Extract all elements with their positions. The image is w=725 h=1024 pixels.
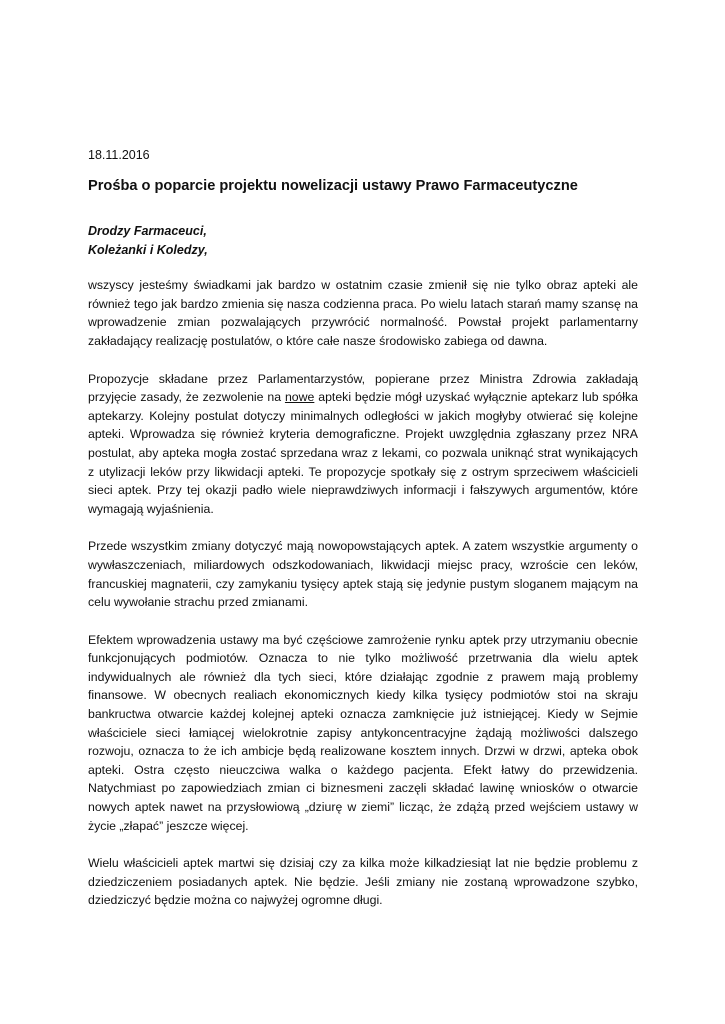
salutation	[88, 222, 638, 259]
paragraph-4: Efektem wprowadzenia ustawy ma być częściowe zamrożenie rynku aptek przy utrzymaniu obecnie funkcjonujących podmiotów. Oznacza to nie tylko możliwość przetrwania dla wielu aptek indywidualnych ale również dla tych sieci, które działając zgodnie z prawem mają problemy finansowe. W obecnych realiach ekonomicznych kiedy kilka tysięcy podmiotów stoi na skraju bankructwa otwarcie każdej kolejnej apteki oznacza zamknięcie już istniejącej. Kiedy w Sejmie właściciele sieci łamiącej wielokrotnie zapisy antykoncentracyjne żądają możliwości dalszego rozwoju, oznacza to że ich ambicje będą realizowane kosztem innych. Drzwi w drzwi, apteka obok apteki. Ostra często nieuczciwa walka o każdego pacjenta. Efekt łatwy do przewidzenia. Natychmiast po zapowiedziach zmian ci biznesmeni zaczęli składać lawinę wniosków o otwarcie nowych aptek nawet na przysłowiową „dziurę w ziemi” licząc, że zdążą przed wejściem ustawy w życie „złapać” jeszcze więcej.	[88, 632, 638, 833]
letter-title: Prośba o poparcie projektu nowelizacji ustawy Prawo Farmaceutyczne	[88, 178, 578, 194]
paragraph-2-before: Propozycje składane przez Parlamentarzystów, popierane przez Ministra Zdrowia zakładają przyjęcie zasady, że zezwolenie na	[88, 371, 638, 405]
letter-page	[88, 146, 638, 929]
letter-date: 18.11.2016	[88, 148, 150, 162]
paragraph-2-after: apteki będzie mógł uzyskać wyłącznie aptekarz lub spółka aptekarzy. Kolejny postulat dotyczy minimalnych odległości w jakich mogłyby otwierać się kolejne apteki. Wprowadza się również kryteria demograficzne. Projekt uwzględnia zgłaszany przez NRA postulat, aby apteka mogła zostać sprzedana wraz z lekami, co pozwala uniknąć strat wynikających z utylizacji leków przy likwidacji apteki. Te propozycje spotkały się z ostrym sprzeciwem właścicieli sieci aptek. Przy tej okazji padło wiele nieprawdziwych informacji i fałszywych argumentów, które wymagają wyjaśnienia.	[88, 390, 638, 516]
salutation-line-1: Drodzy Farmaceuci,	[88, 224, 207, 238]
paragraph-1: wszyscy jesteśmy świadkami jak bardzo w ostatnim czasie zmienił się nie tylko obraz apteki ale również tego jak bardzo zmienia się nasza codzienna praca. Po wielu latach starań mamy szansę na wprowadzenie zmian pozwalających przywrócić normalność. Powstał projekt parlamentarny zakładający realizację postulatów, o które całe nasze środowisko zabiega od dawna.	[88, 278, 638, 348]
paragraph-3: Przede wszystkim zmiany dotyczyć mają nowopowstających aptek. A zatem wszystkie argumenty o wywłaszczeniach, miliardowych odszkodowaniach, likwidacji miejsc pracy, wzroście cen leków, francuskiej magnaterii, czy zamykaniu tysięcy aptek stają się jedynie pustym sloganem mającym na celu wywołanie strachu przed zmianami.	[88, 539, 638, 610]
paragraph-5: Wielu właścicieli aptek martwi się dzisiaj czy za kilka może kilkadziesiąt lat nie będzie problemu z dziedziczeniem posiadanych aptek. Nie będzie. Jeśli zmiany nie zostaną wprowadzone szybko, dziedziczyć będzie można co najwyżej ogromne długi.	[88, 856, 638, 908]
paragraph-2-underlined-word: nowe	[284, 390, 315, 405]
salutation-line-2: Koleżanki i Koledzy,	[88, 242, 208, 257]
paragraph-2	[88, 370, 638, 519]
